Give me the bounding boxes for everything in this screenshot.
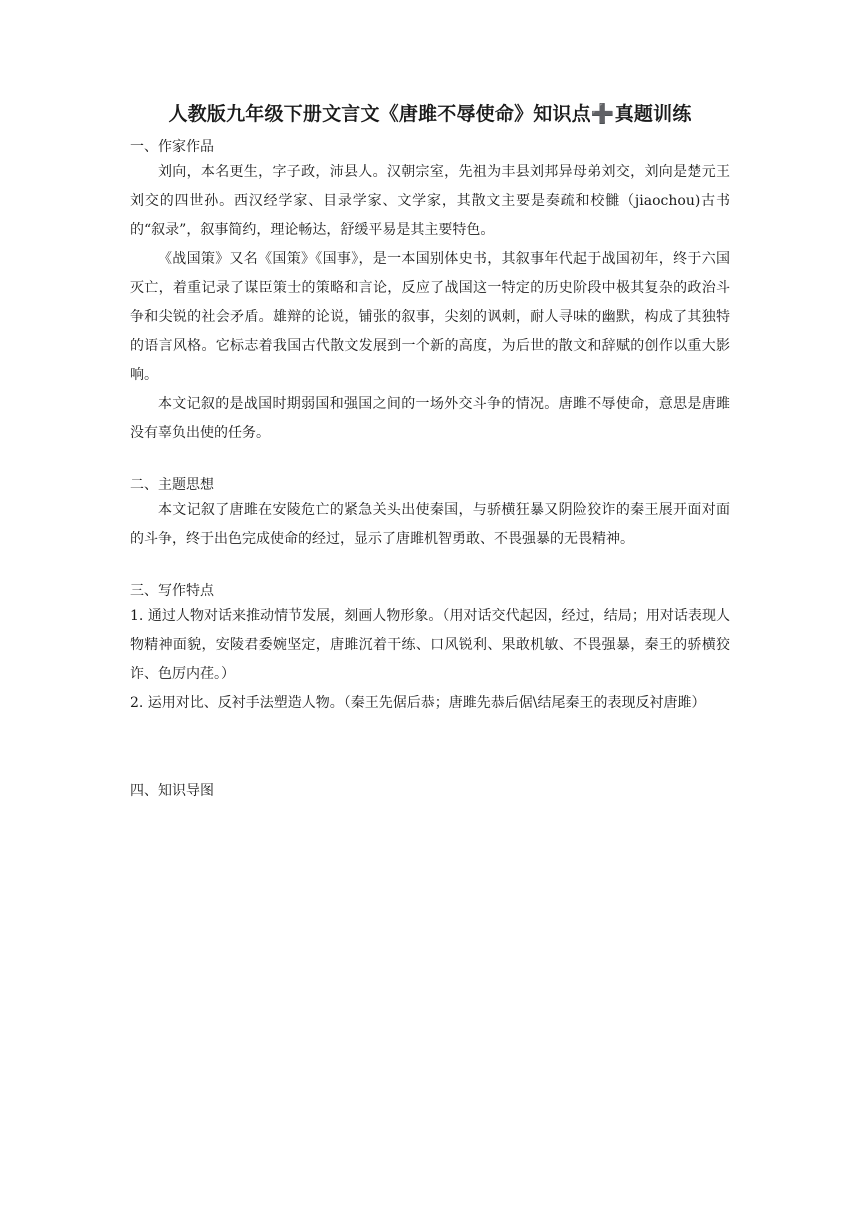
document-title: 人教版九年级下册文言文《唐雎不辱使命》知识点➕真题训练 — [168, 103, 692, 125]
writing-item-2: 2. 运用对比、反衬手法塑造人物。（秦王先倨后恭；唐雎先恭后倨\结尾秦王的表现反衬唐雎） — [130, 695, 706, 711]
paragraph-zhanguoce: 《战国策》又名《国策》《国事》，是一本国别体史书，其叙事年代起于战国初年，终于六国灭亡，着重记录了谋臣策士的策略和言论，反应了战国这一特定的历史阶段中极其复杂的政治斗争和尖锐的社会矛盾。雄辩的论说，铺张的叙事，尖刻的讽刺，耐人寻味的幽默，构成了其独特的语言风格。它标志着我国古代散文发展到一个新的高度，为后世的散文和辞赋的创作以重大影响。 — [130, 251, 730, 383]
spacer — [130, 448, 730, 474]
spacer — [130, 718, 730, 780]
spacer — [130, 554, 730, 580]
section-heading-writing: 三、写作特点 — [130, 583, 214, 599]
section-heading-author: 一、作家作品 — [130, 139, 214, 155]
section-heading-mindmap: 四、知识导图 — [130, 783, 214, 799]
paragraph-author-liuxiang: 刘向，本名更生，字子政，沛县人。汉朝宗室，先祖为丰县刘邦异母弟刘交，刘向是楚元王刘交的四世孙。西汉经学家、目录学家、文学家，其散文主要是奏疏和校雠（jiaochou)古书的“叙录”，叙事简约，理论畅达，舒缓平易是其主要特色。 — [130, 164, 730, 238]
writing-item-1: 1. 通过人物对话来推动情节发展，刻画人物形象。（用对话交代起因，经过，结局；用对话表现人物精神面貌，安陵君委婉坚定，唐雎沉着干练、口风锐利、果敢机敏、不畏强暴，秦王的骄横狡诈、色厉内荏。） — [130, 608, 730, 682]
paragraph-summary: 本文记叙的是战国时期弱国和强国之间的一场外交斗争的情况。唐雎不辱使命，意思是唐雎没有辜负出使的任务。 — [130, 396, 730, 441]
paragraph-theme: 本文记叙了唐雎在安陵危亡的紧急关头出使秦国，与骄横狂暴又阴险狡诈的秦王展开面对面的斗争，终于出色完成使命的经过，显示了唐雎机智勇敢、不畏强暴的无畏精神。 — [130, 502, 730, 547]
section-heading-theme: 二、主题思想 — [130, 477, 214, 493]
document-page — [130, 100, 730, 802]
